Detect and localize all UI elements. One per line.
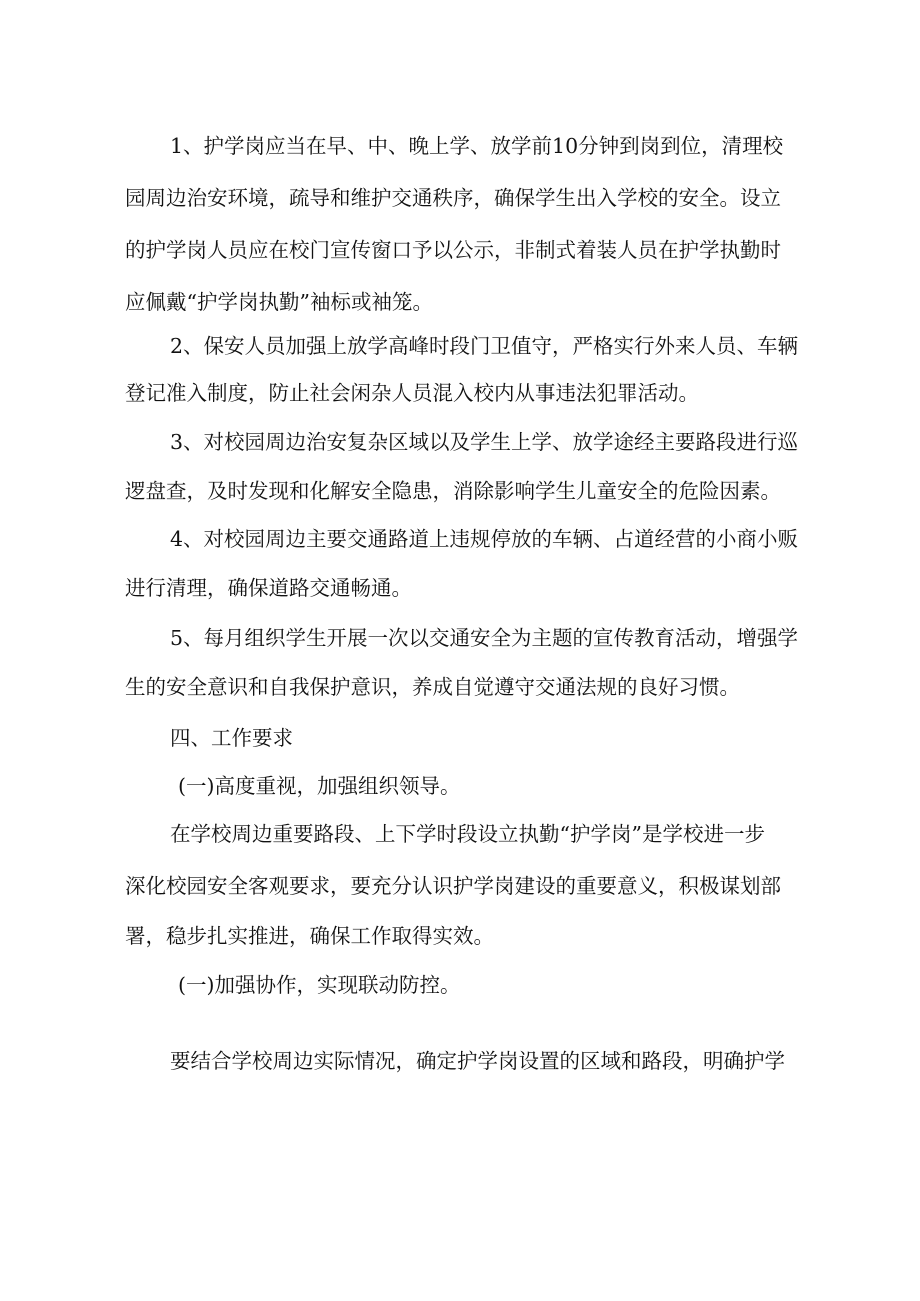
- paragraph-1-line-2: 园周边治安环境，疏导和维护交通秩序，确保学生出入学校的安全。设立: [125, 186, 781, 210]
- paragraph-4-line-1: 4、对校园周边主要交通路道上违规停放的车辆、占道经营的小商小贩: [170, 527, 799, 551]
- subheading-1: (一)高度重视，加强组织领导。: [178, 774, 461, 798]
- paragraph-6-line-2: 深化校园安全客观要求，要充分认识护学岗建设的重要意义，积极谋划部: [125, 874, 781, 898]
- paragraph-1-line-3: 的护学岗人员应在校门宣传窗口予以公示，非制式着装人员在护学执勤时: [125, 238, 781, 262]
- paragraph-1-line-1: 1、护学岗应当在早、中、晚上学、放学前10分钟到岗到位，清理校: [170, 134, 784, 158]
- paragraph-4-line-2: 进行清理，确保道路交通畅通。: [125, 576, 412, 600]
- paragraph-2-line-2: 登记准入制度，防止社会闲杂人员混入校内从事违法犯罪活动。: [125, 381, 699, 405]
- paragraph-7-line-1: 要结合学校周边实际情况，确定护学岗设置的区域和路段，明确护学: [170, 1049, 785, 1073]
- paragraph-3-line-2: 逻盘查，及时发现和化解安全隐患，消除影响学生儿童安全的危险因素。: [125, 479, 781, 503]
- paragraph-1-line-4: 应佩戴“护学岗执勤”袖标或袖笼。: [125, 290, 433, 314]
- subheading-2: (一)加强协作，实现联动防控。: [178, 973, 461, 997]
- paragraph-5-line-2: 生的安全意识和自我保护意识，养成自觉遵守交通法规的良好习惯。: [125, 675, 740, 699]
- paragraph-6-line-1: 在学校周边重要路段、上下学时段设立执勤“护学岗”是学校进一步: [170, 822, 765, 846]
- paragraph-2-line-1: 2、保安人员加强上放学高峰时段门卫值守，严格实行外来人员、车辆: [170, 334, 799, 358]
- paragraph-5-line-1: 5、每月组织学生开展一次以交通安全为主题的宣传教育活动，增强学: [170, 626, 799, 650]
- paragraph-6-line-3: 署，稳步扎实推进，确保工作取得实效。: [125, 924, 494, 948]
- section-heading-work-requirements: 四、工作要求: [170, 726, 293, 750]
- paragraph-3-line-1: 3、对校园周边治安复杂区域以及学生上学、放学途经主要路段进行巡: [170, 430, 799, 454]
